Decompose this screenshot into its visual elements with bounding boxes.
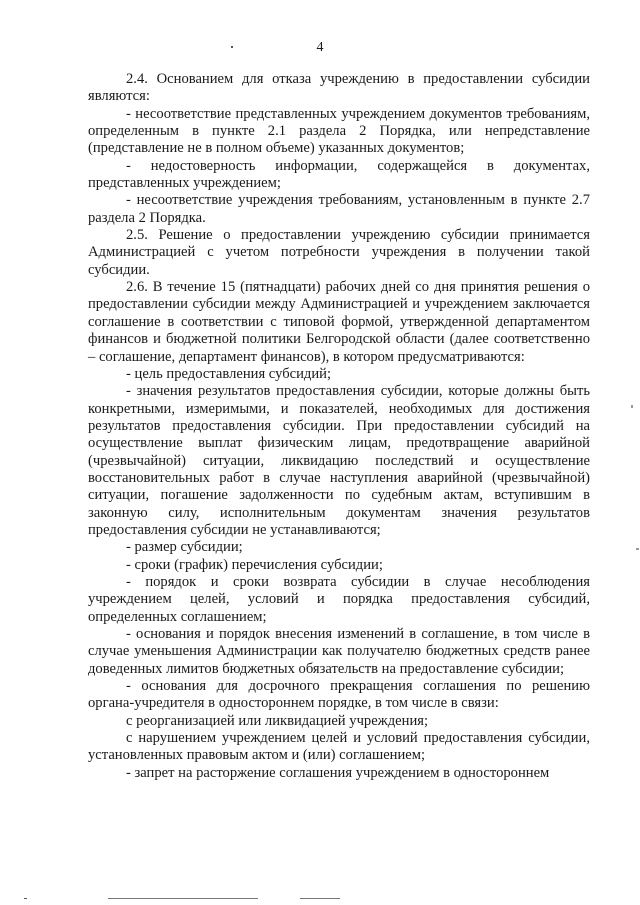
scan-speck bbox=[24, 898, 27, 899]
list-item-refund-procedure: - порядок и сроки возврата субсидии в случае несоблюдения учреждением целей, условий и порядка предоставления субсидий, определенных соглашением; bbox=[88, 573, 590, 625]
list-item-early-termination: - основания для досрочного прекращения соглашения по решению органа-учредителя в одностороннем порядке, в том числе в связи: bbox=[88, 678, 590, 712]
document-body bbox=[88, 71, 590, 782]
paragraph-2-6: 2.6. В течение 15 (пятнадцати) рабочих дней со дня принятия решения о предоставлении субсидии между Администрацией и учреждением заключается соглашение в соответствии с типовой формой, утвержденной департаментом финансов и бюджетной политики Белгородской области (далее соответственно – соглашение, департамент финансов), в котором предусматриваются: bbox=[88, 279, 590, 365]
paragraph-2-4: 2.4. Основанием для отказа учреждению в предоставлении субсидии являются: bbox=[88, 71, 590, 105]
list-item-termination-ban: - запрет на расторжение соглашения учреждением в одностороннем bbox=[126, 764, 550, 781]
list-item-amendment-grounds: - основания и порядок внесения изменений в соглашение, в том числе в случае уменьшения Администрации как получателю бюджетных средств ранее доведенных лимитов бюджетных обязательств на предоставление субсидии; bbox=[88, 626, 590, 677]
scan-speck bbox=[231, 46, 233, 48]
list-item-subsidy-purpose: - цель предоставления субсидий; bbox=[126, 365, 332, 382]
scan-speck bbox=[300, 898, 340, 899]
list-item-nonconformity-requirements: - несоответствие учреждения требованиям, установленным в пункте 2.7 раздела 2 Порядка. bbox=[88, 192, 590, 226]
list-item-nonconformity-documents: - несоответствие представленных учреждением документов требованиям, определенным в пункте 2.1 раздела 2 Порядка, или непредставление (представление не в полном объеме) указанных документов; bbox=[88, 105, 590, 157]
list-item-unreliable-information: - недостоверность информации, содержащейся в документах, представленных учреждением; bbox=[88, 157, 590, 192]
page-number: 4 bbox=[316, 40, 324, 55]
list-item-result-values: - значения результатов предоставления субсидии, которые должны быть конкретными, измеримыми, и показателей, необходимых для достижения результатов предоставления субсидии. При предоставлении субсидий на осуществление выплат физическим лицам, предотвращение аварийной (чрезвычайной) ситуации, ликвидацию последствий и осуществление восстановительных работ в случае наступления аварийной (чрезвычайной) ситуации, погашение задолженности по судебным актам, вступившим в законную силу, исполнительным документам значения результатов предоставления субсидии не устанавливаются; bbox=[88, 383, 590, 538]
list-item-subsidy-amount: - размер субсидии; bbox=[126, 539, 243, 556]
list-item-transfer-schedule: - сроки (график) перечисления субсидии; bbox=[126, 556, 383, 573]
scan-speck bbox=[631, 405, 633, 408]
scan-speck bbox=[108, 898, 258, 899]
scan-speck bbox=[636, 548, 639, 550]
list-item-violation: с нарушением учреждением целей и условий предоставления субсидии, установленных правовым актом и (или) соглашением; bbox=[88, 730, 590, 764]
list-item-reorganization: с реорганизацией или ликвидацией учреждения; bbox=[126, 712, 429, 729]
scan-bottom-edge bbox=[0, 897, 640, 905]
paragraph-2-5: 2.5. Решение о предоставлении учреждению субсидии принимается Администрацией с учетом потребности учреждения в получении такой субсидии. bbox=[88, 227, 590, 278]
